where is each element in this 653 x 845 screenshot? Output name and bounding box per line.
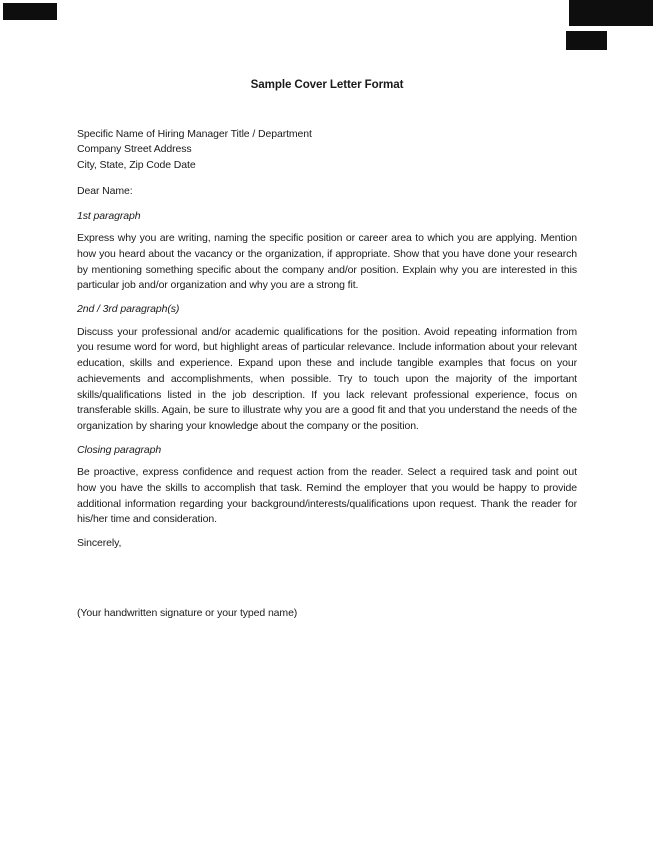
recipient-block (77, 127, 577, 174)
section-heading-second-third-paragraphs: 2nd / 3rd paragraph(s) (77, 303, 180, 316)
recipient-address-line: Company Street Address (77, 143, 192, 156)
document-title: Sample Cover Letter Format (250, 78, 404, 91)
section-heading-first-paragraph: 1st paragraph (77, 209, 141, 222)
section-body-first-paragraph: Express why you are writing, naming the specific position or career area to which you are applying. Mention how you heard about the vacancy or the organization, if appropriate. Show that you have done your research by mentioning something specific about the company and/or position. Explain why you are interested in this particular job and/or organization and why you are a strong fit. (77, 232, 577, 292)
salutation: Dear Name: (77, 184, 133, 197)
section-body-second-third-paragraphs: Discuss your professional and/or academic qualifications for the position. Avoid repeating information from you resume word for word, but highlight areas of particular relevance. Include information about your relevant education, skills and experience. Expand upon these and include tangible examples that focus on your achievements and accomplishments, when possible. Try to touch upon the majority of the important skills/qualifications listed in the job description. If you lack relevant professional experience, focus on transferable skills. Again, be sure to illustrate why you are a good fit and that you understand the needs of the organization by sharing your knowledge about the company or the position. (77, 325, 577, 432)
letter-content (77, 77, 577, 622)
section-heading-closing-paragraph: Closing paragraph (77, 443, 162, 456)
section-body-closing-paragraph: Be proactive, express confidence and request action from the reader. Select a required task and point out how you have the skills to accomplish that task. Remind the employer that you would be happy to provide additional information regarding your background/interests/qualifications upon request. Thank the reader for his/her time and consideration. (77, 466, 577, 526)
redaction-box-top-left (3, 3, 57, 20)
redaction-box-top-right-secondary (566, 31, 607, 50)
redaction-box-top-right (569, 0, 653, 26)
signature-placeholder: (Your handwritten signature or your typed name) (77, 606, 298, 619)
recipient-city-date-line: City, State, Zip Code Date (77, 159, 196, 172)
closing-line: Sincerely, (77, 537, 122, 550)
recipient-name-line: Specific Name of Hiring Manager Title / Department (77, 127, 312, 140)
